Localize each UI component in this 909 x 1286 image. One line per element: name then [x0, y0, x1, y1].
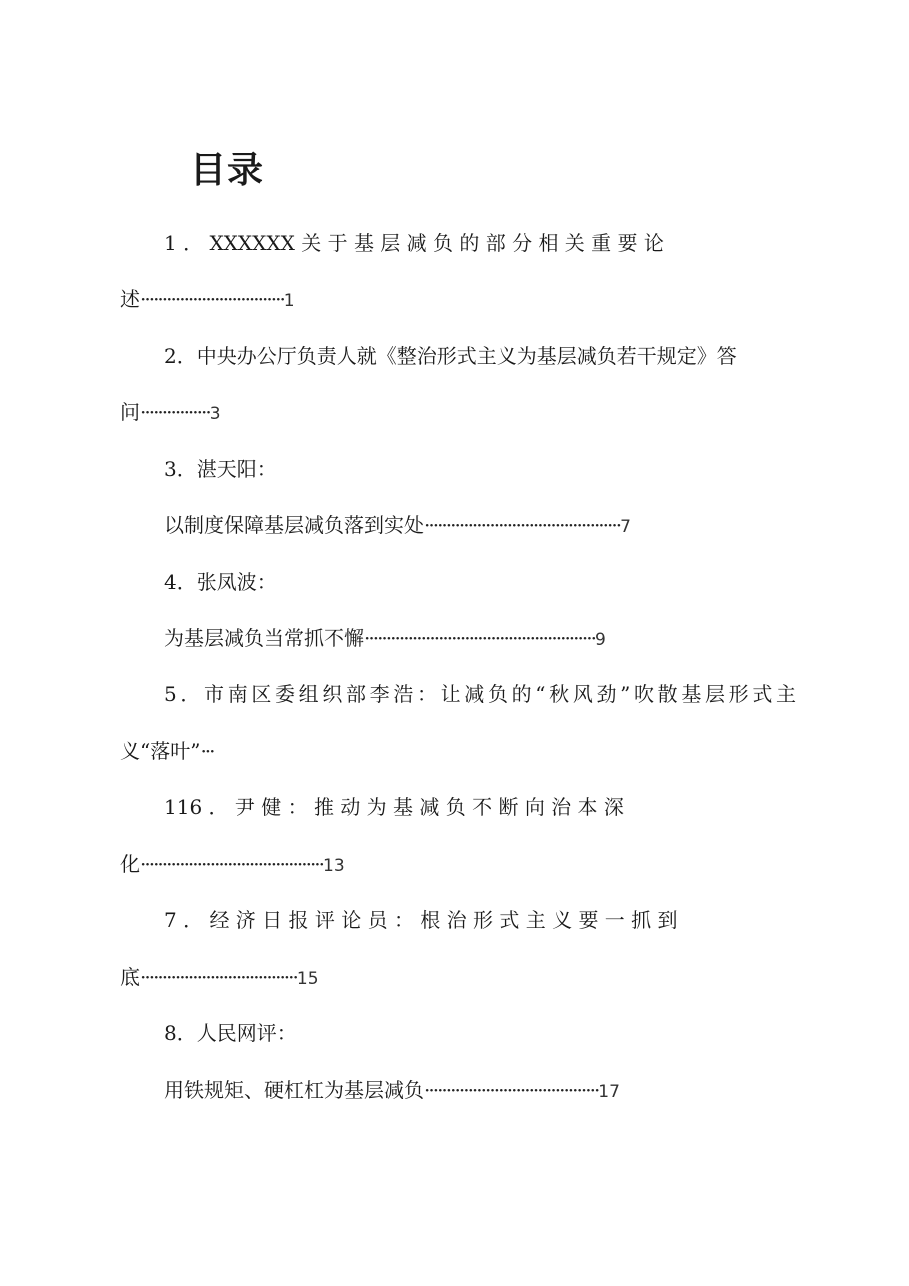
dot-leader: ································· — [140, 287, 284, 311]
toc-entry-4-leader[interactable] — [164, 623, 796, 655]
toc-entry-3-heading[interactable]: 3．湛天阳： — [164, 457, 277, 481]
toc-entry-text: 底 — [120, 965, 140, 989]
toc-entry-text: 化 — [120, 852, 140, 876]
toc-title: 目录 — [190, 149, 265, 191]
toc-entry-1-leader[interactable] — [120, 284, 796, 316]
page-number: 1 — [283, 291, 295, 311]
toc-entry-8-leader[interactable] — [164, 1075, 796, 1107]
toc-entry-2-leader[interactable] — [120, 397, 796, 429]
dot-leader: ····················································· — [364, 626, 595, 650]
toc-entry-7-heading[interactable]: 7 ． 经 济 日 报 评 论 员 ： 根 治 形 式 主 义 要 一 抓 到 — [164, 908, 678, 932]
dot-leader: ················ — [140, 400, 210, 424]
toc-entry-7-leader[interactable] — [120, 962, 796, 994]
dot-leader: ········································ — [424, 1078, 599, 1102]
dot-leader: ···································· — [140, 965, 297, 989]
toc-entry-6-heading[interactable]: 116 ． 尹 健 ： 推 动 为 基 减 负 不 断 向 治 本 深 — [164, 795, 624, 819]
dot-leader: ·········································· — [140, 852, 324, 876]
toc-entry-5-heading[interactable]: 5．市南区委组织部李浩：让减负的“秋风劲”吹散基层形式主 — [164, 682, 796, 706]
toc-entry-2-heading[interactable]: 2．中央办公厅负责人就《整治形式主义为基层减负若干规定》答 — [164, 344, 737, 368]
toc-entry-text: 以制度保障基层减负落到实处 — [164, 513, 424, 537]
toc-entry-text: 问 — [120, 400, 140, 424]
toc-entry-6-leader[interactable] — [120, 849, 796, 881]
dot-leader: ············································· — [424, 513, 621, 537]
page-number: 17 — [598, 1082, 620, 1102]
toc-entry-text: 为基层减负当常抓不懈 — [164, 626, 364, 650]
page-number: 13 — [323, 856, 345, 876]
toc-entry-1-heading[interactable]: 1 ． XXXXXX 关 于 基 层 减 负 的 部 分 相 关 重 要 论 — [164, 231, 664, 255]
toc-entry-3-leader[interactable] — [164, 510, 796, 542]
toc-entry-text: 义“落叶” — [120, 739, 201, 763]
page-number: 3 — [209, 404, 221, 424]
toc-entry-8-heading[interactable]: 8．人民网评： — [164, 1021, 297, 1045]
page-number: 15 — [296, 969, 319, 989]
page-number: 9 — [594, 630, 606, 650]
toc-entry-4-heading[interactable]: 4．张凤波： — [164, 570, 277, 594]
page-number: 7 — [620, 517, 631, 537]
toc-entry-text: 述 — [120, 287, 140, 311]
dot-leader: ··· — [200, 739, 214, 763]
toc-entry-5-leader[interactable] — [120, 736, 796, 768]
toc-entry-text: 用铁规矩、硬杠杠为基层减负 — [164, 1078, 424, 1102]
